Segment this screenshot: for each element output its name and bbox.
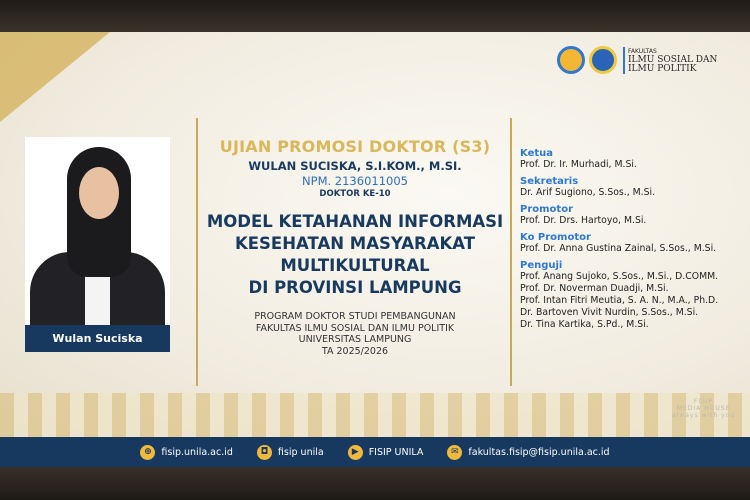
instagram-link[interactable]: [257, 445, 324, 460]
event-title: UJIAN PROMOSI DOKTOR (S3): [219, 137, 491, 156]
fisip-logo: [557, 46, 585, 74]
candidate-name: WULAN SUCISKA, S.I.KOM., M.SI.: [248, 159, 462, 173]
youtube-icon: ▶: [348, 445, 363, 460]
person-name: Dr. Bartoven Vivit Nurdin, S.Sos., M.Si.: [520, 307, 699, 318]
bottom-band: [0, 465, 750, 500]
watermark: [672, 398, 735, 419]
role-label: Ketua: [520, 148, 554, 159]
person-name: Prof. Dr. Anna Gustina Zainal, S.Sos., M.Si.: [520, 243, 717, 254]
person-name: Prof. Anang Sujoko, S.Sos., M.Si., D.COMM.: [520, 271, 719, 282]
program-info: [200, 311, 510, 357]
role-label: Promotor: [520, 204, 574, 215]
watermark-line: FISIP: [693, 398, 714, 405]
doctor-number: DOKTOR KE-10: [319, 189, 391, 199]
faculty-prefix: FAKULTAS: [628, 47, 657, 55]
faculty-line2: ILMU POLITIK: [628, 63, 697, 74]
npm: NPM. 2136011005: [302, 174, 408, 188]
header-logos: [557, 46, 717, 74]
role-label: Ko Promotor: [520, 232, 591, 243]
person-name: Prof. Dr. Ir. Murhadi, M.Si.: [520, 159, 637, 170]
instagram-text: fisip unila: [277, 446, 324, 458]
program-line: TA 2025/2026: [321, 345, 389, 357]
youtube-text: FISIP UNILA: [368, 446, 424, 458]
person-name: Dr. Tina Kartika, S.Pd., M.Si.: [520, 319, 649, 330]
photo-face: [79, 167, 119, 219]
batik-pattern-strip: [0, 393, 750, 438]
candidate-photo: [25, 137, 170, 352]
youtube-link[interactable]: [348, 445, 424, 460]
faculty-name: [623, 47, 717, 74]
photo-caption: Wulan Suciska: [25, 325, 170, 352]
mail-icon: ✉: [447, 445, 462, 460]
divider-left: [196, 118, 198, 386]
program-line: UNIVERSITAS LAMPUNG: [298, 334, 412, 345]
footer-contacts: [0, 437, 750, 467]
program-line: FAKULTAS ILMU SOSIAL DAN ILMU POLITIK: [255, 322, 455, 334]
watermark-line: always with you: [672, 412, 736, 419]
top-band: [0, 0, 750, 32]
role-label: Sekretaris: [520, 176, 579, 187]
title-line: MULTIKULTURAL: [280, 256, 430, 275]
main-info: [200, 137, 510, 357]
website-link[interactable]: [140, 445, 233, 460]
dissertation-title: [200, 211, 510, 299]
faculty-line1: ILMU SOSIAL DAN: [628, 54, 718, 65]
divider-right: [510, 118, 512, 386]
title-line: MODEL KETAHANAN INFORMASI: [206, 212, 504, 231]
role-label: Penguji: [520, 260, 563, 271]
unila-logo: [589, 46, 617, 74]
committee-list: [520, 148, 745, 331]
email-link[interactable]: [447, 445, 609, 460]
gold-corner-ornament: [0, 32, 110, 122]
watermark-line: MEDIA HOUSE: [676, 405, 731, 412]
title-line: KESEHATAN MASYARAKAT: [234, 234, 476, 253]
email-text: fakultas.fisip@fisip.unila.ac.id: [468, 446, 610, 458]
person-name: Prof. Intan Fitri Meutia, S. A. N., M.A., Ph.D.: [520, 295, 719, 306]
website-text: fisip.unila.ac.id: [161, 446, 233, 458]
person-name: Prof. Dr. Drs. Hartoyo, M.Si.: [520, 215, 647, 226]
instagram-icon: ◘: [257, 445, 272, 460]
globe-icon: ⊕: [140, 445, 155, 460]
program-line: PROGRAM DOKTOR STUDI PEMBANGUNAN: [254, 311, 456, 322]
title-line: DI PROVINSI LAMPUNG: [248, 278, 462, 297]
person-name: Dr. Arif Sugiono, S.Sos., M.Si.: [520, 187, 656, 198]
person-name: Prof. Dr. Noverman Duadji, M.Si.: [520, 283, 669, 294]
